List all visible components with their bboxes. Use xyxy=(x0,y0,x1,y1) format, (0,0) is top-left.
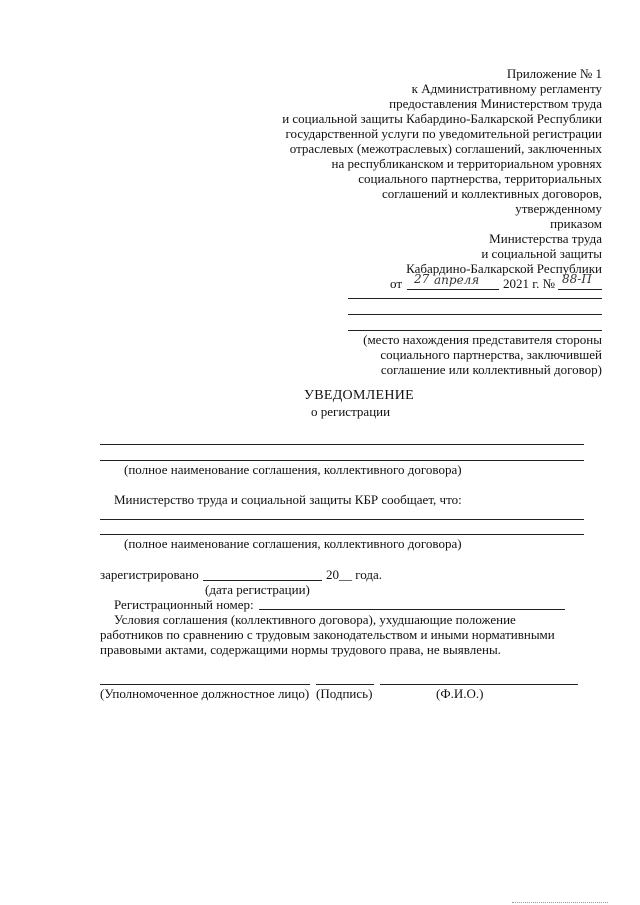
conditions-text: работников по сравнению с трудовым законодательством и иными нормативными xyxy=(100,627,555,642)
registration-number-label: Регистрационный номер: xyxy=(114,597,254,612)
header-line: и социальной защиты xyxy=(481,246,602,261)
fio-line xyxy=(380,684,578,685)
fio-caption: (Ф.И.О.) xyxy=(436,686,484,701)
document-subtitle: о регистрации xyxy=(311,404,391,419)
header-line: социального партнерства, территориальных xyxy=(358,171,602,186)
year-text: 20__ года. xyxy=(326,567,383,582)
agreement-name-line xyxy=(100,444,584,445)
header-line: Кабардино-Балкарской Республики xyxy=(406,261,602,276)
header-line: отраслевых (межотраслевых) соглашений, заключенных xyxy=(289,141,602,156)
document-title: УВЕДОМЛЕНИЕ xyxy=(304,388,415,403)
agreement-name-line xyxy=(100,534,584,535)
header-line: Министерства труда xyxy=(489,231,602,246)
signature-caption: (Подпись) xyxy=(316,686,373,701)
date-prefix: от xyxy=(390,276,403,291)
ministry-text: Министерство труда и социальной защиты КБР сообщает, что: xyxy=(114,492,462,507)
header-line: приказом xyxy=(550,216,602,231)
address-line xyxy=(348,298,602,299)
header-line: государственной услуги по уведомительной регистрации xyxy=(285,126,602,141)
date-line xyxy=(407,289,499,290)
order-number: 88-П xyxy=(562,272,592,286)
conditions-text: Условия соглашения (коллективного договора), ухудшающие положение xyxy=(114,612,516,627)
address-caption: социального партнерства, заключившей xyxy=(380,347,602,362)
address-caption: соглашение или коллективный договор) xyxy=(380,362,602,377)
date-month: апреля xyxy=(434,273,480,287)
address-caption: (место нахождения представителя стороны xyxy=(363,332,602,347)
signature-line xyxy=(316,684,374,685)
address-line xyxy=(348,314,602,315)
header-line: соглашений и коллективных договоров, xyxy=(382,186,602,201)
header-line: и социальной защиты Кабардино-Балкарской Республики xyxy=(282,111,602,126)
header-line: предоставления Министерством труда xyxy=(389,96,602,111)
address-line xyxy=(348,330,602,331)
agreement-caption: (полное наименование соглашения, коллективного договора) xyxy=(124,536,462,551)
registered-label: зарегистрировано xyxy=(100,567,199,582)
registration-number-line xyxy=(259,609,565,610)
agreement-name-line xyxy=(100,519,584,520)
header-line: к Административному регламенту xyxy=(411,81,602,96)
official-line xyxy=(100,684,310,685)
date-year: 2021 г. № xyxy=(503,276,556,291)
scan-edge-mark xyxy=(512,902,608,903)
agreement-caption: (полное наименование соглашения, коллективного договора) xyxy=(124,462,462,477)
appendix-number: Приложение № 1 xyxy=(506,66,602,81)
registration-date-line xyxy=(203,580,322,581)
header-line: утвержденному xyxy=(515,201,602,216)
order-number-line xyxy=(558,289,602,290)
official-caption: (Уполномоченное должностное лицо) xyxy=(100,686,310,701)
registration-date-caption: (дата регистрации) xyxy=(205,582,310,597)
agreement-name-line xyxy=(100,460,584,461)
conditions-text: правовыми актами, содержащими нормы трудового права, не выявлены. xyxy=(100,642,501,657)
header-line: на республиканском и территориальном уровнях xyxy=(331,156,602,171)
date-day: 27 xyxy=(414,272,430,286)
